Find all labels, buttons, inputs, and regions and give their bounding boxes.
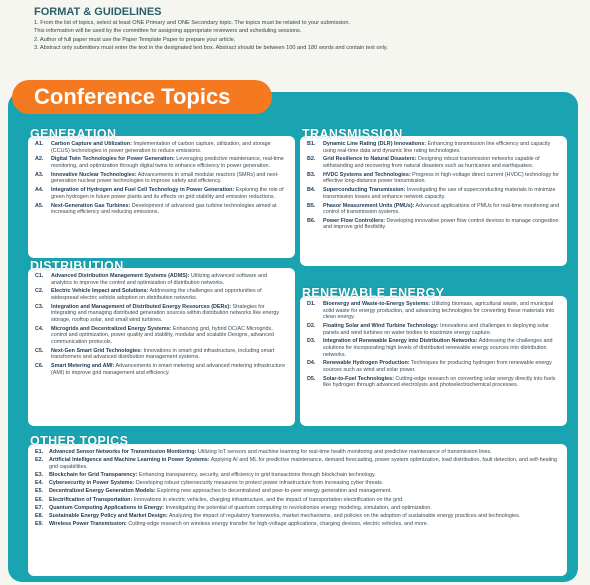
topic-text [323, 156, 560, 169]
topic-description: Investigating the use of superconducting materials to minimize transmission losses and enhance network capacity. [323, 187, 556, 200]
topic-code: E5. [35, 488, 44, 495]
topic-code: B4. [307, 187, 316, 194]
topic-text [51, 348, 288, 361]
topic-code: D1. [307, 301, 316, 307]
topic-code: A2. [35, 156, 44, 163]
topic-description: Enhancing transparency, security, and efficiency in grid transactions through blockchain technology. [137, 471, 376, 478]
topic-item [35, 363, 288, 376]
topic-item [307, 218, 560, 231]
topic-item [307, 203, 560, 216]
topic-item [307, 376, 560, 389]
topic-name: Decentralized Energy Generation Models: [49, 488, 156, 495]
topic-code: B6. [307, 217, 316, 224]
other-topics-panel [28, 444, 567, 576]
other-topics-heading: OTHER TOPICS [30, 434, 129, 448]
topic-description: Utilizing biomass, agricultural waste, and municipal solid waste for energy production, and advancing technologies for converting these materials into clean energy. [323, 301, 555, 321]
topic-name: Next-Generation Gas Turbines: [51, 202, 131, 209]
guidelines-text [34, 19, 574, 53]
topic-text [49, 505, 432, 512]
topic-item [35, 488, 560, 495]
topic-code: C3. [35, 303, 44, 310]
topic-code: A4. [35, 187, 44, 194]
topic-description: Addressing the challenges and solutions for incorporating high levels of distributed renewable energy sources into distribution networks. [323, 338, 553, 358]
topic-item [35, 497, 560, 504]
renewable-heading: RENEWABLE ENERGY [302, 286, 445, 300]
topic-text [51, 172, 288, 185]
topic-code: D4. [307, 360, 316, 367]
topic-code: C1. [35, 273, 44, 279]
topic-item [307, 156, 560, 169]
topic-item [307, 338, 560, 358]
topic-description: Innovations in smart grid infrastructure, including smart transformers and advanced distribution management systems. [51, 347, 275, 361]
guideline-line: 2. Author of full paper must use the Paper Template Paper to prepare your article. [34, 36, 236, 43]
generation-panel [28, 136, 295, 258]
topic-code: B5. [307, 202, 316, 209]
topic-item [307, 172, 560, 185]
topic-name: Innovative Nuclear Technologies: [51, 171, 137, 178]
topic-name: Carbon Capture and Utilization: [51, 141, 132, 147]
guidelines-title: FORMAT & GUIDELINES [34, 6, 162, 18]
topic-code: E4. [35, 480, 44, 487]
topic-name: Next-Gen Smart Grid Technologies: [51, 347, 142, 354]
topic-text [51, 288, 288, 301]
topic-text [49, 497, 403, 504]
topic-text [51, 141, 288, 154]
topic-name: Integration and Management of Distributed Energy Resources (DERs): [51, 303, 232, 310]
topic-description: Investigating the potential of quantum computing to revolutionize energy modeling, simulation, and optimization. [164, 504, 432, 511]
topic-name: Grid Resilience to Natural Disasters: [323, 156, 417, 163]
topic-item [35, 273, 288, 286]
topic-text [323, 187, 560, 200]
topic-name: Microgrids and Decentralized Energy Systems: [51, 325, 172, 332]
topic-code: A1. [35, 141, 44, 147]
topic-item [35, 203, 288, 216]
topic-description: Leveraging predictive maintenance, real-time monitoring, and optimization through digital twins to enhance efficiency in power generation. [51, 156, 284, 169]
guideline-line: 1. From the list of topics, select at least ONE Primary and ONE Secondary topic. The topics must be related to your submission. [34, 20, 351, 26]
topic-code: A3. [35, 171, 44, 178]
topic-description: Applying AI and ML for predictive maintenance, demand forecasting, power system optimization, load distribution, fault detection, and self-healing grid capabilities. [49, 457, 557, 470]
topic-name: Renewable Hydrogen Production: [323, 360, 410, 367]
topic-text [51, 326, 288, 346]
topic-description: Cutting-edge research on converting solar energy directly into fuels like hydrogen through advanced electrolysis and photoelectrochemical processes. [323, 375, 556, 389]
topic-text [49, 521, 428, 528]
topic-name: Power Flow Controllers: [323, 217, 385, 224]
topic-code: E3. [35, 471, 44, 478]
topic-item [35, 505, 560, 512]
topic-code: D2. [307, 322, 316, 329]
topic-name: Superconducting Transmission: [323, 187, 406, 194]
topic-code: E1. [35, 449, 44, 455]
topic-name: Integration of Renewable Energy into Distribution Networks: [323, 338, 478, 345]
topic-code: B1. [307, 141, 316, 147]
topic-description: Advancements in small modular reactors (SMRs) and next-generation nuclear power technologies to improve safety and efficiency. [51, 171, 279, 185]
topic-code: D5. [307, 375, 316, 382]
topic-code: E6. [35, 496, 44, 503]
topic-name: Dynamic Line Rating (DLR) Innovations: [323, 141, 427, 147]
topic-code: E2. [35, 457, 44, 464]
topic-text [323, 141, 560, 154]
topic-name: Integration of Hydrogen and Fuel Cell Technology in Power Generation: [51, 187, 235, 194]
topic-description: Cutting-edge research on wireless energy transfer for high-voltage applications, charging devices, electric vehicles, and more. [126, 521, 429, 528]
topic-text [51, 273, 288, 286]
topic-text [51, 363, 288, 376]
topic-name: Electric Vehicle Impact and Solutions: [51, 288, 149, 295]
topic-description: Analyzing the impact of regulatory frameworks, market mechanisms, and policies on the adoption of sustainable energy practices and technologies. [167, 512, 521, 519]
renewable-panel [300, 296, 567, 426]
topic-item [35, 521, 560, 528]
topic-name: Phasor Measurement Units (PMUs): [323, 202, 415, 209]
topic-description: Exploring new approaches to decentralized and peer-to-peer energy generation and management. [155, 488, 392, 495]
topic-name: Digital Twin Technologies for Power Generation: [51, 156, 175, 163]
topic-name: Cybersecurity in Power Systems: [49, 480, 135, 487]
topic-item [307, 323, 560, 336]
topic-name: Bioenergy and Waste-to-Energy Systems: [323, 301, 431, 307]
topic-item [35, 172, 288, 185]
topic-description: Exploring the role of green hydrogen in future power plants and its effects on grid stability and emission reductions. [51, 187, 284, 200]
topic-description: Enhancing transmission line efficiency and capacity using real-time data and dynamic line rating technologies. [323, 141, 551, 154]
topic-text [51, 203, 288, 216]
topic-item [35, 472, 560, 479]
topic-name: Sustainable Energy Policy and Market Design: [49, 512, 168, 519]
topic-text [49, 457, 560, 470]
topic-name: Quantum Computing Applications in Energy: [49, 504, 165, 511]
topic-code: E7. [35, 504, 44, 511]
topic-name: Advanced Sensor Networks for Transmission Monitoring: [49, 449, 197, 455]
topic-description: Strategies for integrating and managing distributed generation sources within distribution networks like energy storage, rooftop solar, and small wind turbines. [51, 303, 280, 323]
topic-text [323, 338, 560, 358]
guideline-line: 3. Abstract only submitters must enter the text in the designated text box. Abstract should be between 100 and 180 words and contain text only. [34, 45, 388, 52]
topic-code: A5. [35, 202, 44, 209]
topic-code: E9. [35, 521, 44, 528]
topic-description: Innovations in electric vehicles, charging infrastructure, and the impact of transportation electrification on the grid. [132, 496, 404, 503]
topic-name: Solar-to-Fuel Technologies: [323, 375, 394, 382]
topic-description: Progress in high-voltage direct current (HVDC) technology for effective long-distance power transmission. [323, 171, 559, 185]
topic-item [35, 304, 288, 324]
topic-description: Utilizing IoT sensors and machine learning for real-time health monitoring and predictive maintenance of transmission lines. [196, 449, 492, 455]
topic-item [35, 288, 288, 301]
topic-text [323, 218, 560, 231]
topic-text [49, 488, 392, 495]
topic-description: Advancements in smart metering and advanced metering infrastructure (AMI) to improve grid management and efficiency. [51, 363, 286, 376]
topic-item [307, 360, 560, 373]
topic-name: Advanced Distribution Management Systems (ADMS): [51, 273, 190, 279]
topic-code: D3. [307, 338, 316, 345]
topic-text [49, 513, 520, 520]
topic-text [49, 480, 383, 487]
topic-text [51, 187, 288, 200]
topic-item [35, 457, 560, 470]
topic-text [49, 472, 376, 479]
guideline-line: This information will be used by the committee for assigning appropriate reviewers and scheduling sessions. [34, 28, 302, 35]
topic-code: E8. [35, 512, 44, 519]
conference-topics-banner: Conference Topics [12, 80, 272, 114]
topic-item [35, 187, 288, 200]
transmission-panel [300, 136, 567, 266]
topic-description: Implementation of carbon capture, utilization, and storage (CCUS) technologies in power generation to reduce emissions. [51, 141, 271, 154]
topic-description: Techniques for producing hydrogen from renewable energy sources such as wind and solar power. [323, 360, 552, 373]
topic-text [323, 323, 560, 336]
distribution-heading: DISTRIBUTION [30, 259, 124, 273]
topic-name: HVDC Systems and Technologies: [323, 171, 411, 178]
topic-name: Wireless Power Transmission: [49, 521, 127, 528]
topic-code: B2. [307, 156, 316, 163]
topic-description: Advanced applications of PMUs for real-time monitoring and control of transmission systems. [323, 202, 560, 216]
topic-text [51, 304, 288, 324]
topic-description: Enhancing grid, hybrid DC/AC Microgrids, control and optimization, power quality and stability, modular and scalable Designs, advanced communication protocols. [51, 325, 274, 345]
topic-description: Innovations and challenges in deploying solar panels and wind turbines on water bodies to maximize energy capture. [323, 322, 549, 336]
topic-code: C2. [35, 288, 44, 295]
topic-description: Addressing the challenges and opportunities of widespread electric vehicle adoption on distribution networks. [51, 288, 262, 301]
topic-text [51, 156, 288, 169]
topic-description: Designing robust transmission networks capable of withstanding and recovering from natural disasters such as hurricanes and earthquakes. [323, 156, 540, 169]
topic-description: Developing innovative power flow control devices to manage congestion and improve grid flexibility. [323, 217, 559, 231]
topic-text [49, 449, 492, 456]
transmission-heading: TRANSMISSION [302, 127, 403, 141]
topic-description: Development of advanced gas turbine technologies aimed at increasing efficiency and reducing emissions. [51, 202, 277, 216]
topic-text [323, 203, 560, 216]
topic-text [323, 301, 560, 321]
topic-name: Smart Metering and AMI: [51, 363, 115, 370]
topic-code: C5. [35, 347, 44, 354]
topic-code: C4. [35, 325, 44, 332]
topic-item [35, 480, 560, 487]
topic-name: Electrification of Transportation: [49, 496, 133, 503]
topic-item [307, 301, 560, 321]
topic-item [35, 348, 288, 361]
topic-item [35, 326, 288, 346]
topic-code: C6. [35, 363, 44, 370]
topic-code: B3. [307, 171, 316, 178]
topic-item [307, 187, 560, 200]
topic-text [323, 376, 560, 389]
topic-item [307, 141, 560, 154]
topic-name: Blockchain for Grid Transparency: [49, 471, 138, 478]
topic-name: Floating Solar and Wind Turbine Technology: [323, 322, 439, 329]
topic-text [323, 172, 560, 185]
topic-item [35, 513, 560, 520]
generation-heading: GENERATION [30, 127, 117, 141]
topic-description: Developing robust cybersecurity measures to protect power infrastructure from increasing cyber threats. [134, 480, 384, 487]
topic-text [323, 360, 560, 373]
distribution-panel [28, 268, 295, 426]
topic-description: Utilizing advanced software and analytics to improve the control and optimization of distribution networks. [51, 273, 267, 286]
topic-item [35, 156, 288, 169]
topic-item [35, 141, 288, 154]
topic-name: Artificial Intelligence and Machine Learning in Power Systems: [49, 457, 210, 464]
topic-item [35, 449, 560, 456]
